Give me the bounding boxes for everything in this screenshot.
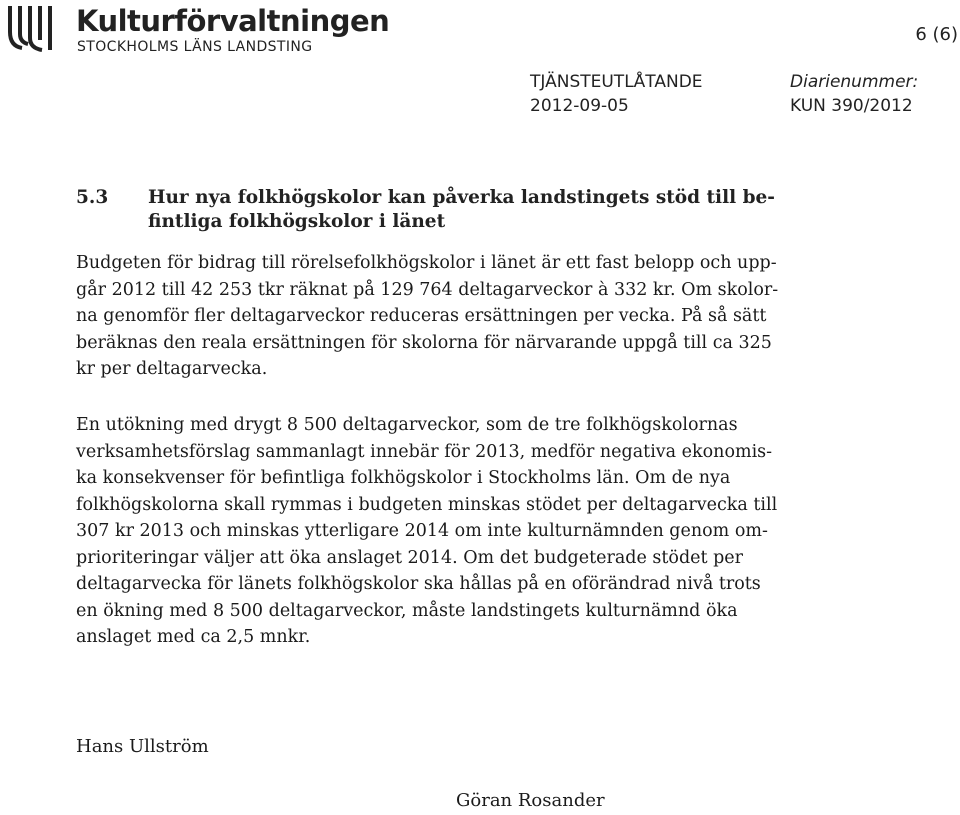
text-line: ka konsekvenser för befintliga folkhögskolor i Stockholms län. Om de nya bbox=[76, 468, 731, 488]
text-line: prioriteringar väljer att öka anslaget 2014. Om det budgeterade stödet per bbox=[76, 547, 744, 568]
text-line: Budgeten för bidrag till rörelsefolkhögskolor i länet är ett fast belopp och upp- bbox=[76, 253, 777, 273]
text-line: na genomför fler deltagarveckor reduceras ersättningen per vecka. På så sätt bbox=[76, 306, 767, 326]
org-name: Kulturförvaltningen bbox=[76, 4, 390, 38]
section-title-line: fintliga folkhögskolor i länet bbox=[148, 211, 446, 232]
text-line: 307 kr 2013 och minskas ytterligare 2014 om inte kulturnämnden genom om- bbox=[76, 521, 768, 541]
signature-goran-rosander: Göran Rosander bbox=[456, 790, 605, 811]
org-subtitle: STOCKHOLMS LÄNS LANDSTING bbox=[77, 39, 313, 55]
text-line: beräknas den reala ersättningen för skolorna för närvarande uppgå till ca 325 bbox=[76, 332, 772, 353]
doc-type: TJÄNSTEUTLÅTANDE bbox=[530, 72, 703, 92]
text-line: En utökning med drygt 8 500 deltagarveckor, som de tre folkhögskolornas bbox=[76, 415, 738, 435]
text-line: deltagarvecka för länets folkhögskolor ska hållas på en oförändrad nivå trots bbox=[76, 574, 761, 594]
diarie-label: Diarienummer: bbox=[790, 72, 919, 92]
text-line: anslaget med ca 2,5 mnkr. bbox=[76, 627, 311, 647]
landsting-logo-icon bbox=[4, 4, 66, 54]
section-title bbox=[148, 186, 848, 234]
paragraph-budget bbox=[76, 250, 836, 383]
doc-meta-left bbox=[530, 70, 703, 118]
section-number: 5.3 bbox=[76, 187, 109, 208]
section-title-line: Hur nya folkhögskolor kan påverka landstingets stöd till be- bbox=[148, 187, 775, 208]
text-line: folkhögskolorna skall rymmas i budgeten minskas stödet per deltagarvecka till bbox=[76, 494, 778, 515]
doc-date: 2012-09-05 bbox=[530, 96, 629, 116]
text-line: verksamhetsförslag sammanlagt innebär för 2013, medför negativa ekonomis- bbox=[76, 441, 773, 462]
text-line: kr per deltagarvecka. bbox=[76, 359, 268, 379]
text-line: går 2012 till 42 253 tkr räknat på 129 764 deltagarveckor à 332 kr. Om skolor- bbox=[76, 279, 779, 300]
paragraph-expansion bbox=[76, 412, 836, 651]
text-line: en ökning med 8 500 deltagarveckor, måste landstingets kulturnämnd öka bbox=[76, 600, 738, 621]
doc-meta-right bbox=[790, 70, 918, 118]
diarie-number: KUN 390/2012 bbox=[790, 96, 913, 116]
signature-hans-ullstrom: Hans Ullström bbox=[76, 736, 209, 757]
page-number: 6 (6) bbox=[915, 24, 958, 45]
